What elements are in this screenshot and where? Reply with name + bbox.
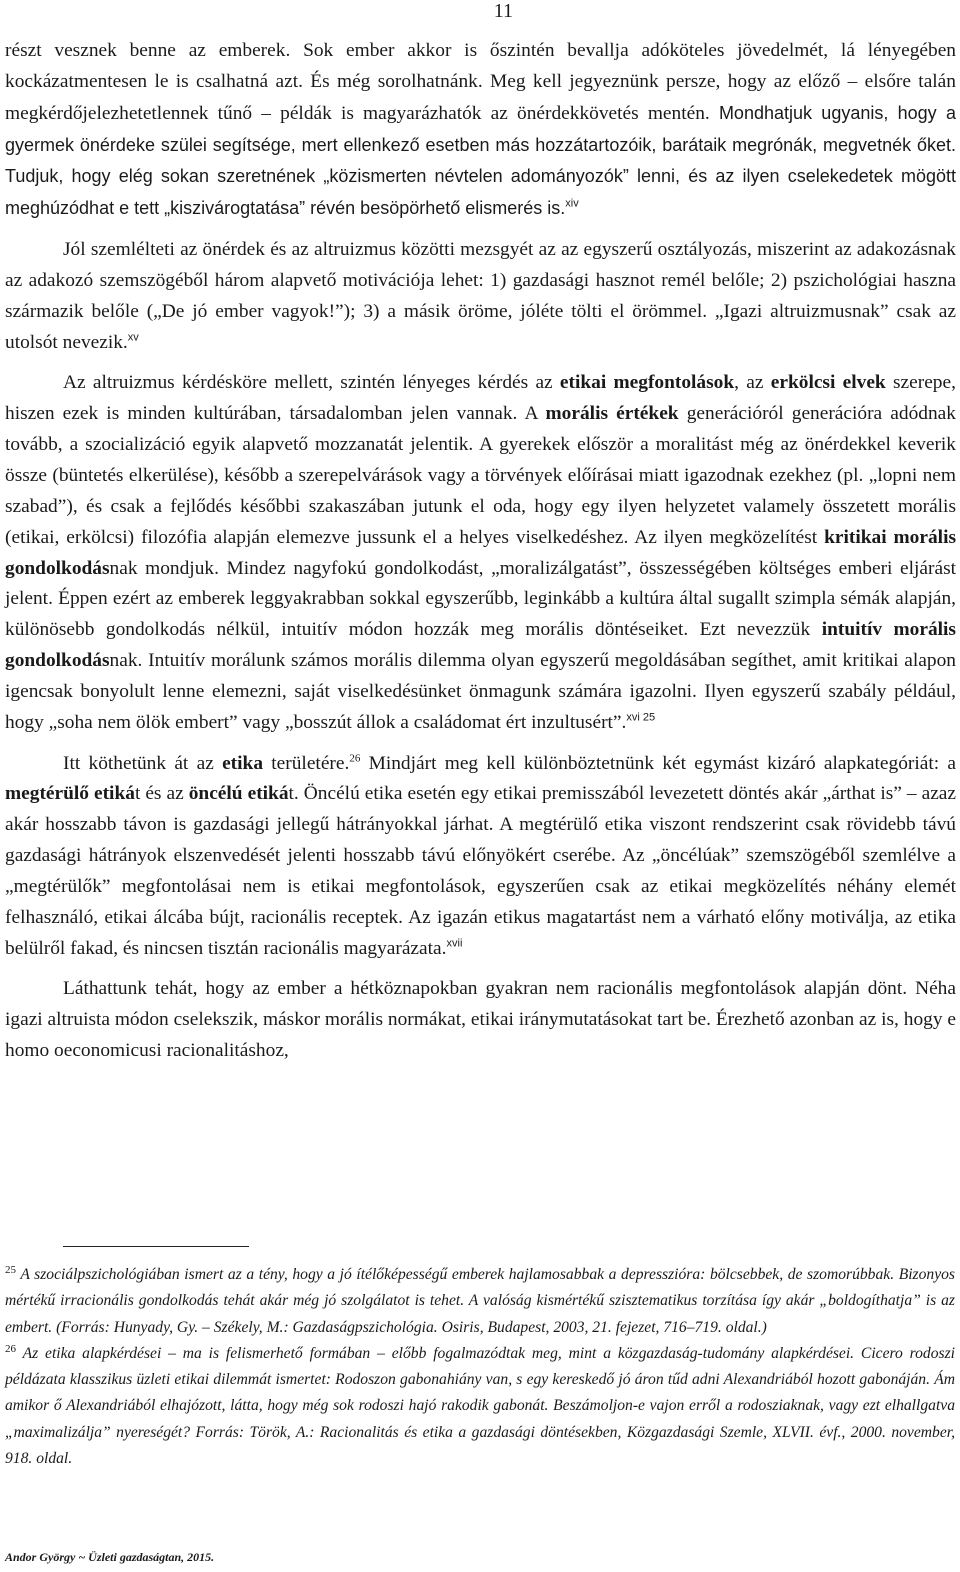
text-run: , az [734,372,771,394]
endnote-reference: xv [127,331,139,344]
footnote-text: Az etika alapkérdései – ma is felismerhető formában – előbb fogalmazódtak meg, mint a közgazdaság-tudomány alapkérdései. Cicero rodoszi példázata klasszikus üzleti etikai dilemmát ismertet: Rodoszon gabonahiány van, s egy kereskedő jó áron tűd adni Alexandriából hozott gabonáján. Ám amikor ő Alexandriából elhajózott, látta, hogy még sok rodoszi hajó rakodik gabonát. Beszámoljon-e vajon erről a rodosziaknak, vagy ezt elhallgatva „maximalizálja” nyereségét? Forrás: Török, A.: Racionalitás és etika a gazdasági döntésekben, Közgazdasági Szemle, XLVII. évf., 2000. november, 918. oldal. [5,1344,955,1468]
page-footer: Andor György ~ Üzleti gazdaságtan, 2015. [5,1550,215,1564]
bold-term: kritikai morális gondolkodás [5,526,956,579]
body-text [5,36,956,1067]
footnote-mark: 25 [5,1263,16,1276]
bold-term: megtérülő etiká [5,783,135,805]
text-run: Jól szemlélteti az önérdek és az altruizmus közötti mezsgyét az az egyszerű osztályozás, miszerint az adakozásnak az adakozó szemszögéből három alapvető motivációja lehet: 1) gazdasági hasznot remél belőle; 2) pszichológiai haszna származik belőle („De jó ember vagyok!”); 3) a másik öröme, jóléte tölti el örömmel. „Igazi altruizmusnak” csak az utolsót nevezik. [5,239,956,353]
paragraph [5,36,956,225]
text-run: részt vesznek benne az emberek. Sok ember akkor is őszintén bevallja adóköteles jövedelmét, lá lényegében kockázatmentesen le is csalhatná azt. És még sorolhatnánk. Meg kell jegyeznünk persze, hogy az előző – elsőre talán megkérdőjelezhetetlennek tűnő – példák is magyarázhatók az önérdekkövetés mentén. [5,40,956,124]
footnote-text: A szociálpszichológiában ismert az a tény, hogy a jó ítélőképességű emberek hajlamosabbak a depresszióra: bölcsebbek, de szomorúbbak. Bizonyos mértékű irracionális gondolkodás tehát akár még jó szolgálatot is tehet. A valóság kismértékű szisztematikus torzítása így akár „boldogíthatja” is az embert. (Forrás: Hunyady, Gy. – Székely, M.: Gazdaságpszichológia. Osiris, Budapest, 2003, 21. fejezet, 716–719. oldal.) [5,1266,955,1336]
footnote-mark: 26 [5,1342,16,1355]
bold-term: intuitív morális gondolkodás [5,619,956,672]
bold-term: öncélú etiká [188,783,289,805]
endnote-reference: xiv [565,197,579,210]
bold-term: etikai megfontolások [559,372,735,394]
text-run: Itt köthetünk át az [63,752,223,774]
endnote-reference: xvii [446,937,463,950]
footnote-divider [63,1246,249,1247]
text-run: területére. [263,752,350,774]
text-run: Mindjárt meg kell különböztetnünk két egymást kizáró alapkategóriát: a [360,752,956,774]
footnote [5,1262,955,1341]
paragraph [5,749,956,965]
paragraph [5,974,956,1067]
footnote-reference: 26 [349,752,361,765]
footnotes [5,1262,955,1472]
bold-term: morális értékek [545,403,679,425]
text-run: nak mondjuk. Mindez nagyfokú gondolkodást, „moralizálgatást”, összességében költséges emberi eljárást jelent. Éppen ezért az emberek leggyakrabban sokkal egyszerűbb, leginkább a kultúra által sugallt szimpla sémák alapján, különösebb gondolkodás nélkül, intuitív módon hozzák meg morális döntéseiket. Ezt nevezzük [5,557,956,641]
bold-term: erkölcsi elvek [770,372,886,394]
text-run: szerepe, hiszen ezek is minden kultúrában, társadalomban jelen vannak. A [5,372,956,425]
text-run: Mondhatjuk ugyanis, hogy a gyermek önérdeke szülei segítsége, mert ellenkező esetben más hozzátartozóik, barátaik megrónák, megvetnék őket. Tudjuk, hogy elég sokan szeretnének „közismerten névtelen adományozók” lenni, és az ilyen cselekedetek mögött meghúzódhat e tett „kiszivárogtatása” révén besöpörhető elismerés is. [5,102,957,219]
footnote [5,1341,955,1472]
text-run: t. Öncélú etika esetén egy etikai premisszából levezetett döntés akár „árthat is” – azaz akár hosszabb távon is gazdasági jellegű hátrányokkal járhat. A megtérülő etika viszont rendszerint csak rövidebb távú gazdasági hátrányok elszenvedését jelenti hosszabb távú előnyökért cserébe. Az „öncélúak” szemszögéből szemlélve a „megtérülők” megfontolásai nem is etikai megfontolások, egyszerűen csak az etikai megközelítés néhány elemét felhasználó, etikai álcába bújt, racionális receptek. Az igazán etikus magatartást nem a várható előny motiválja, az etika belülről fakad, és nincsen tisztán racionális magyarázata. [5,783,957,959]
text-run: t és az [134,783,189,805]
paragraph [5,235,956,358]
page-number: 11 [493,0,513,22]
text-run: generációról generációra adódnak tovább, a szocializáció egyik alapvető mozzanatát jelentik. A gyerekek először a moralitást még az önérdekkel keverik össze (büntetés elkerülése), később a szerepelvárások vagy a törvények előírásai miatt igazodnak ezekhez (pl. „lopni nem szabad”), és csak a fejlődés későbbi szakaszában jutunk el oda, hogy egy ilyen helyzetet valamely összetett morális (etikai, erkölcsi) filozófia alapján elemezve jussunk el a helyes viselkedéshez. Az ilyen megközelítést [5,403,956,548]
endnote-reference: xvi 25 [626,711,656,724]
text-run: nak. Intuitív morálunk számos morális dilemma olyan egyszerű megoldásában segíthet, amit kritikai alapon igencsak bonyolult lenne elemezni, saját viselkedésünket önmagunk számára igazolni. Ilyen egyszerű szabály például, hogy „soha nem ölök embert” vagy „bosszút állok a családomat ért inzultusért”. [5,650,956,733]
text-run: Az altruizmus kérdésköre mellett, szintén lényeges kérdés az [63,372,560,394]
paragraph [5,368,956,738]
bold-term: etika [222,752,264,774]
text-run: Láthattunk tehát, hogy az ember a hétköznapokban gyakran nem racionális megfontolások alapján dönt. Néha igazi altruista módon cselekszik, máskor morális normákat, etikai iránymutatásokat tart be. Érezhető azonban az is, hogy e homo oeconomicusi racionalitáshoz, [5,978,956,1062]
